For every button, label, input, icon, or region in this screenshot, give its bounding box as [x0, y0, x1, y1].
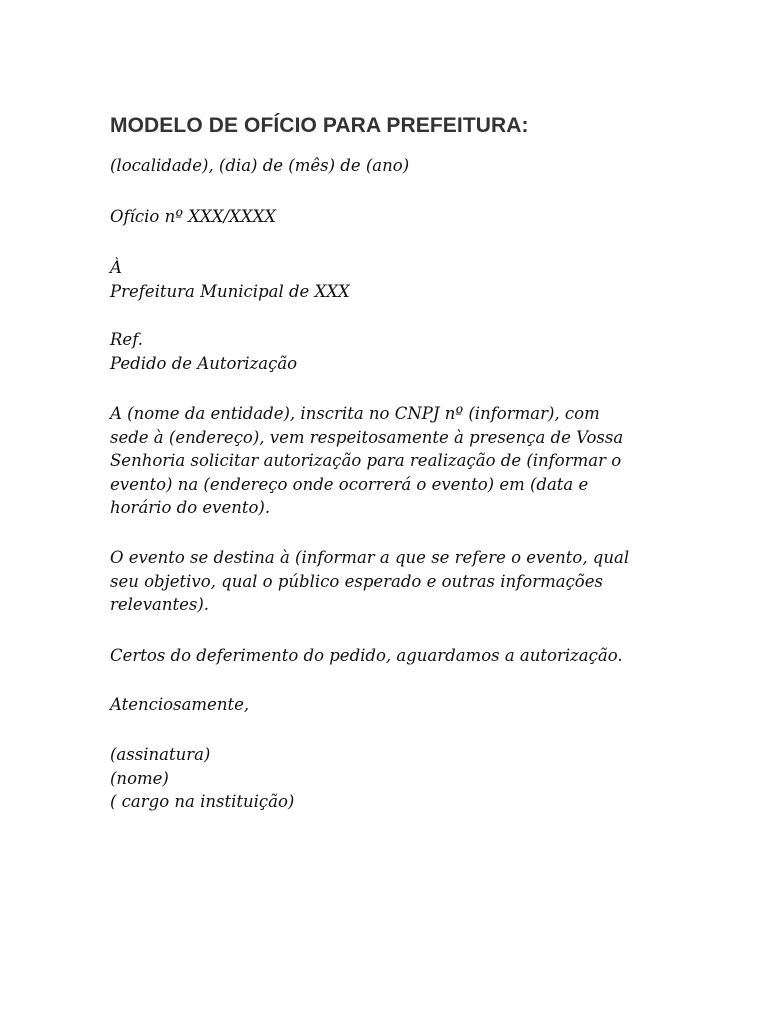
paragraph-line: A (nome da entidade), inscrita no CNPJ nº (informar), com [110, 404, 600, 423]
salutation [110, 693, 670, 717]
date-line [110, 154, 670, 178]
signature-block [110, 743, 670, 814]
paragraph-line: sede à (endereço), vem respeitosamente à presença de Vossa [110, 427, 624, 447]
paragraph-line: seu objetivo, qual o público esperado e outras informações [110, 571, 603, 591]
paragraph-line: horário do evento). [110, 498, 271, 517]
addressee-prefix: À [110, 258, 122, 277]
paragraph-line: evento) na (endereço onde ocorrerá o evento) em (data e [110, 474, 589, 494]
signer-role: ( cargo na instituição) [110, 792, 295, 811]
closing-statement [110, 644, 670, 668]
paragraph-line: relevantes). [110, 595, 210, 614]
paragraph-event [110, 546, 670, 617]
paragraph-line: Senhoria solicitar autorização para realização de (informar o [110, 451, 622, 470]
addressee-name: Prefeitura Municipal de XXX [110, 281, 350, 301]
closing-statement-text: Certos do deferimento do pedido, aguardamos a autorização. [110, 646, 623, 665]
date-line-text: (localidade), (dia) de (mês) de (ano) [110, 156, 410, 175]
oficio-number-text: Ofício nº XXX/XXXX [110, 207, 277, 226]
salutation-text: Atenciosamente, [110, 695, 250, 714]
oficio-number [110, 205, 670, 229]
paragraph-line: O evento se destina à (informar a que se refere o evento, qual [110, 548, 630, 567]
document-title: MODELO DE OFÍCIO PARA PREFEITURA: [110, 114, 529, 137]
signature-placeholder: (assinatura) [110, 745, 211, 764]
reference-label: Ref. [110, 330, 143, 349]
reference-subject: Pedido de Autorização [110, 353, 298, 373]
paragraph-request [110, 402, 670, 520]
addressee-block [110, 256, 670, 303]
signer-name: (nome) [110, 768, 169, 788]
reference-block [110, 328, 670, 375]
